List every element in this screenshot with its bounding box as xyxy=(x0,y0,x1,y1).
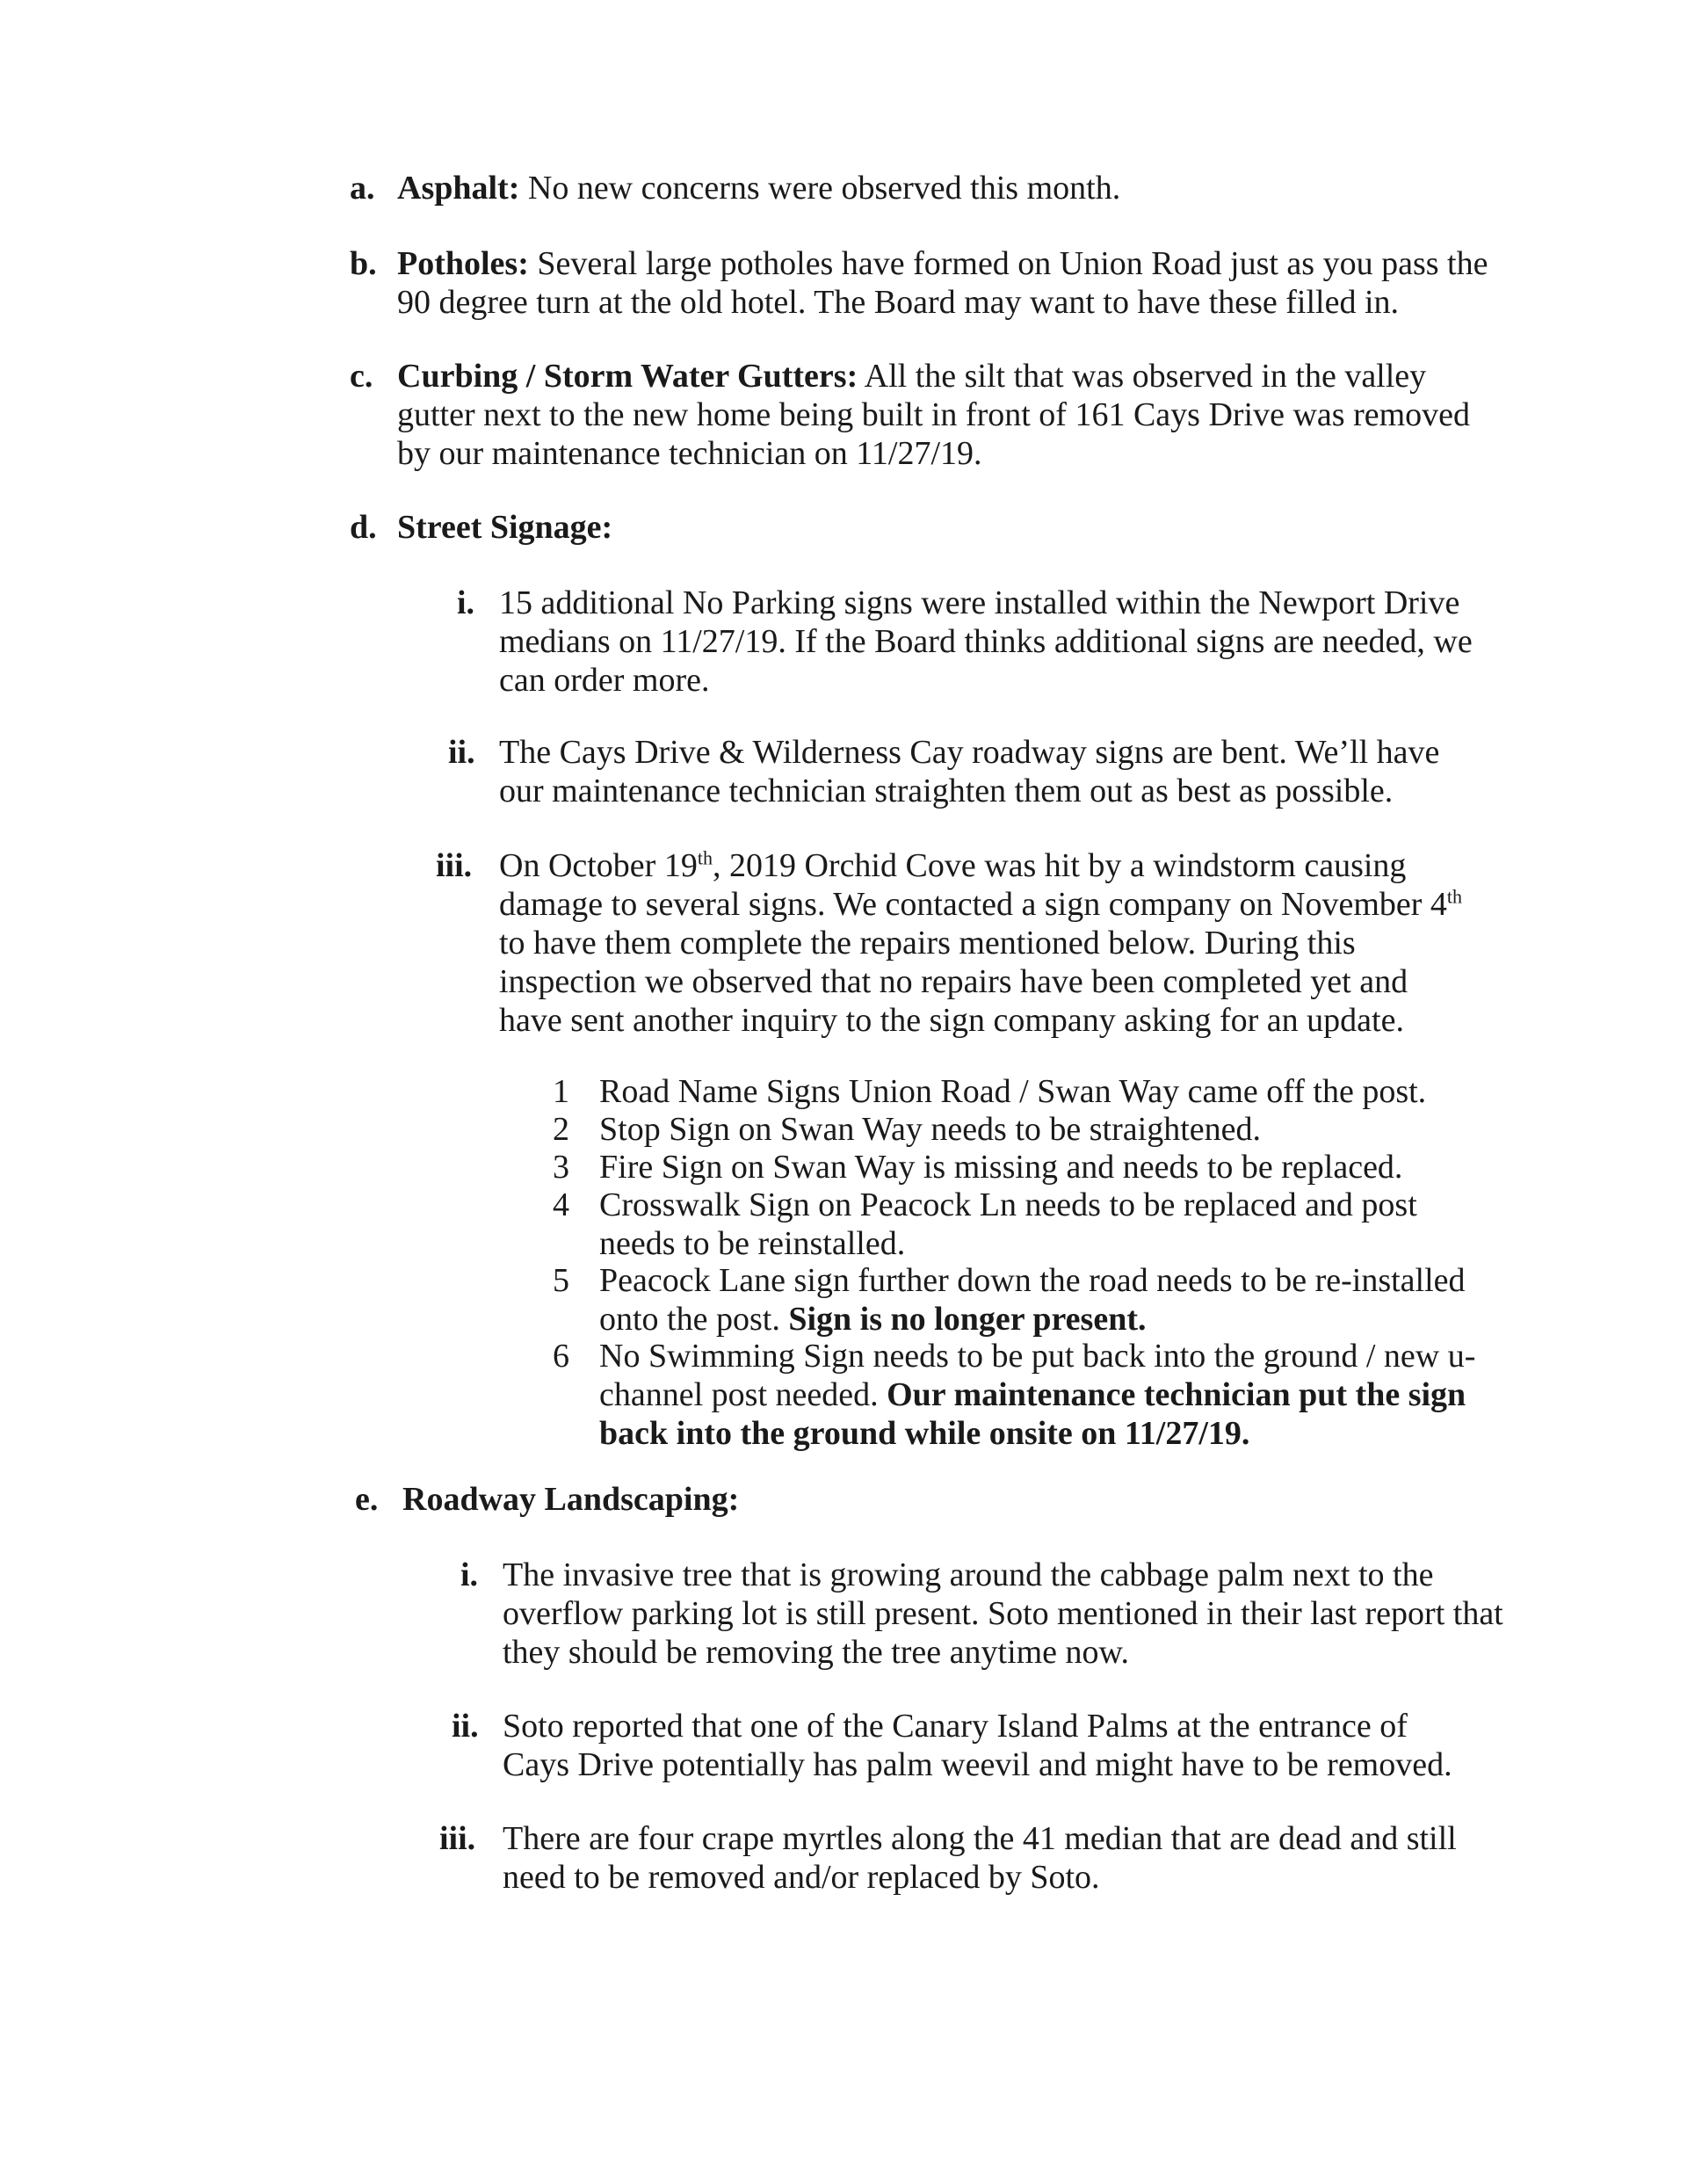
item-marker: i. xyxy=(460,1556,479,1593)
item-text: 15 additional No Parking signs were installed within the Newport Drive medians on 11/27/19. If the Board thinks additional signs are needed, we can order more. xyxy=(499,584,1473,699)
section-body xyxy=(397,357,1473,473)
section-marker: c. xyxy=(350,358,373,395)
item-text-part: , 2019 Orchid Cove was hit by a windstorm causing damage to several signs. We contacted a sign company on November 4 xyxy=(499,847,1447,923)
item-text: The invasive tree that is growing around the cabbage palm next to the overflow parking lot is still present. Soto mentioned in their last report that they should be removing the tree anytime now. xyxy=(503,1556,1503,1671)
section-text: No new concerns were observed this month. xyxy=(519,170,1121,207)
list-number: 5 xyxy=(553,1262,569,1299)
section-heading: Curbing / Storm Water Gutters: xyxy=(397,358,858,395)
list-number: 2 xyxy=(553,1111,569,1148)
item-marker: iii. xyxy=(436,847,473,884)
list-text: Stop Sign on Swan Way needs to be straightened. xyxy=(599,1111,1261,1148)
list-text: Fire Sign on Swan Way is missing and needs to be replaced. xyxy=(599,1149,1403,1186)
section-text: All the silt that was observed in the valley gutter next to the new home being built in front of 161 Cays Drive was removed by our maintenance technician on 11/27/19. xyxy=(397,358,1471,472)
section-marker: a. xyxy=(350,170,375,207)
ordinal-suffix: th xyxy=(697,846,713,869)
item-text: The Cays Drive & Wilderness Cay roadway signs are bent. We’ll have our maintenance technician straighten them out as best as possible. xyxy=(499,734,1440,809)
section-heading: Street Signage: xyxy=(397,509,613,546)
section-marker: e. xyxy=(355,1481,379,1518)
list-number: 1 xyxy=(553,1073,569,1110)
section-marker: b. xyxy=(350,245,377,282)
section-heading: Asphalt: xyxy=(397,170,520,207)
list-text-bold: Sign is no longer present. xyxy=(788,1301,1147,1338)
list-text: Road Name Signs Union Road / Swan Way came off the post. xyxy=(599,1073,1427,1110)
item-marker: ii. xyxy=(452,1708,479,1745)
item-text xyxy=(499,846,1470,1040)
item-text: Soto reported that one of the Canary Island Palms at the entrance of Cays Drive potentially has palm weevil and might have to be removed. xyxy=(503,1708,1452,1783)
item-text-part: to have them complete the repairs mentioned below. During this inspection we observed that no repairs have been completed yet and have sent another inquiry to the sign company asking for an update. xyxy=(499,925,1408,1039)
list-number: 3 xyxy=(553,1149,569,1186)
section-heading: Roadway Landscaping: xyxy=(402,1481,740,1518)
section-body xyxy=(397,169,1513,207)
section-text: Several large potholes have formed on Union Road just as you pass the 90 degree turn at the old hotel. The Board may want to have these filled in. xyxy=(397,245,1488,321)
item-marker: ii. xyxy=(448,734,475,771)
list-text-bold: Our maintenance technician put the sign back into the ground while onsite on 11/27/19. xyxy=(599,1376,1466,1452)
list-text: Peacock Lane sign further down the road needs to be re-installed onto the post. xyxy=(599,1262,1466,1338)
section-marker: d. xyxy=(350,509,377,546)
item-text-part: On October 19 xyxy=(499,847,698,884)
list-text: Crosswalk Sign on Peacock Ln needs to be replaced and post needs to be reinstalled. xyxy=(599,1186,1417,1262)
item-text: There are four crape myrtles along the 41 median that are dead and still need to be removed and/or replaced by Soto. xyxy=(503,1820,1457,1896)
ordinal-suffix: th xyxy=(1446,885,1463,908)
list-text: No Swimming Sign needs to be put back into the ground / new u-channel post needed. xyxy=(599,1338,1476,1413)
section-body xyxy=(397,244,1513,322)
list-number: 6 xyxy=(553,1338,569,1375)
item-marker: iii. xyxy=(439,1820,476,1857)
section-heading: Potholes: xyxy=(397,245,529,282)
list-number: 4 xyxy=(553,1186,569,1223)
item-marker: i. xyxy=(457,584,475,621)
